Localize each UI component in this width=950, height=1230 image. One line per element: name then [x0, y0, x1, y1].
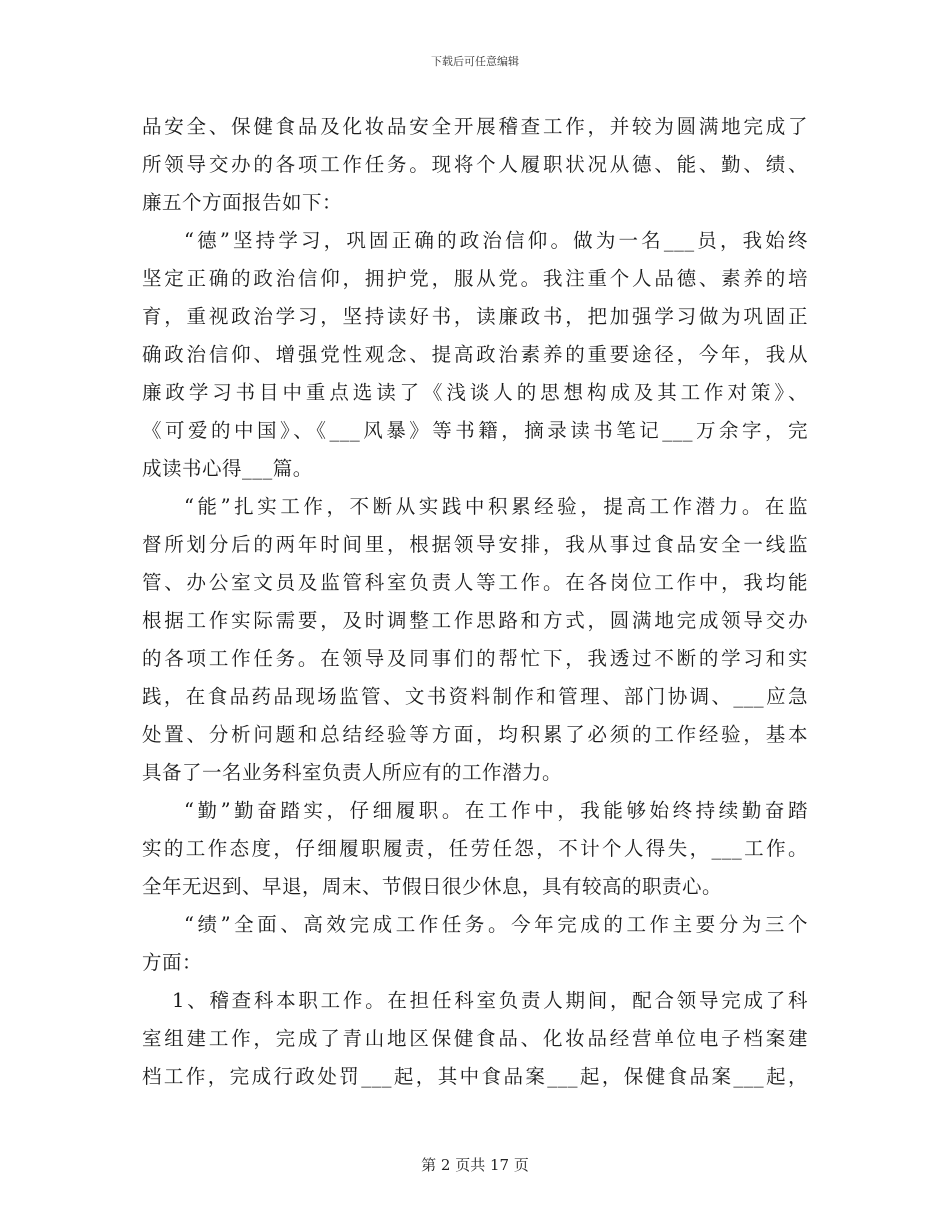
text-line: 育，重视政治学习，坚持读好书，读廉政书，把加强学习做为巩固正	[142, 305, 808, 328]
text-line: 《可爱的中国》、《___风暴》等书籍，摘录读书笔记___万余字，完	[142, 419, 808, 442]
text-line: 具备了一名业务科室负责人所应有的工作潜力。	[142, 761, 563, 784]
text-line: 成读书心得___篇。	[142, 457, 313, 480]
text-line: 廉政学习书目中重点选读了《浅谈人的思想构成及其工作对策》、	[142, 381, 808, 404]
page-number: 第 2 页共 17 页	[421, 1156, 529, 1174]
paragraph-de-start: “德”坚持学习，巩固正确的政治信仰。做为一名___员，我始终	[184, 229, 808, 252]
text-line: 廉五个方面报告如下：	[142, 191, 343, 214]
paragraph-qin-start: “勤”勤奋踏实，仔细履职。在工作中，我能够始终持续勤奋踏	[184, 799, 808, 822]
paragraph-neng-start: “能”扎实工作，不断从实践中积累经验，提高工作潜力。在监	[184, 495, 808, 518]
text-line: 方面：	[142, 951, 203, 974]
text-line: 实的工作态度，仔细履职履责，任劳任怨，不计个人得失，___工作。	[142, 837, 808, 860]
document-body	[142, 108, 808, 1096]
text-line: 的各项工作任务。在领导及同事们的帮忙下，我透过不断的学习和实	[142, 647, 808, 670]
text-line: 档工作，完成行政处罚___起，其中食品案___起，保健食品案___起，	[142, 1065, 808, 1088]
text-line: 全年无迟到、早退，周末、节假日很少休息，具有较高的职责心。	[142, 875, 723, 898]
text-line: 根据工作实际需要，及时调整工作思路和方式，圆满地完成领导交办	[142, 609, 808, 632]
text-line: 管、办公室文员及监管科室负责人等工作。在各岗位工作中，我均能	[142, 571, 808, 594]
text-line: 坚定正确的政治信仰，拥护党，服从党。我注重个人品德、素养的培	[142, 267, 808, 290]
page-header-note: 下载后可任意编辑	[431, 55, 519, 68]
paragraph-ji-start: “绩”全面、高效完成工作任务。今年完成的工作主要分为三个	[184, 913, 808, 936]
text-line: 品安全、保健食品及化妆品安全开展稽查工作，并较为圆满地完成了	[142, 115, 808, 138]
text-line: 督所划分后的两年时间里，根据领导安排，我从事过食品安全一线监	[142, 533, 808, 556]
text-line: 处置、分析问题和总结经验等方面，均积累了必须的工作经验，基本	[142, 723, 808, 746]
text-line: 所领导交办的各项工作任务。现将个人履职状况从德、能、勤、绩、	[142, 153, 808, 176]
text-line: 践，在食品药品现场监管、文书资料制作和管理、部门协调、___应急	[142, 685, 808, 708]
text-line: 室组建工作，完成了青山地区保健食品、化妆品经营单位电子档案建	[142, 1027, 808, 1050]
paragraph-item-1-start: 1、稽查科本职工作。在担任科室负责人期间，配合领导完成了科	[172, 989, 808, 1012]
text-line: 确政治信仰、增强党性观念、提高政治素养的重要途径，今年，我从	[142, 343, 808, 366]
